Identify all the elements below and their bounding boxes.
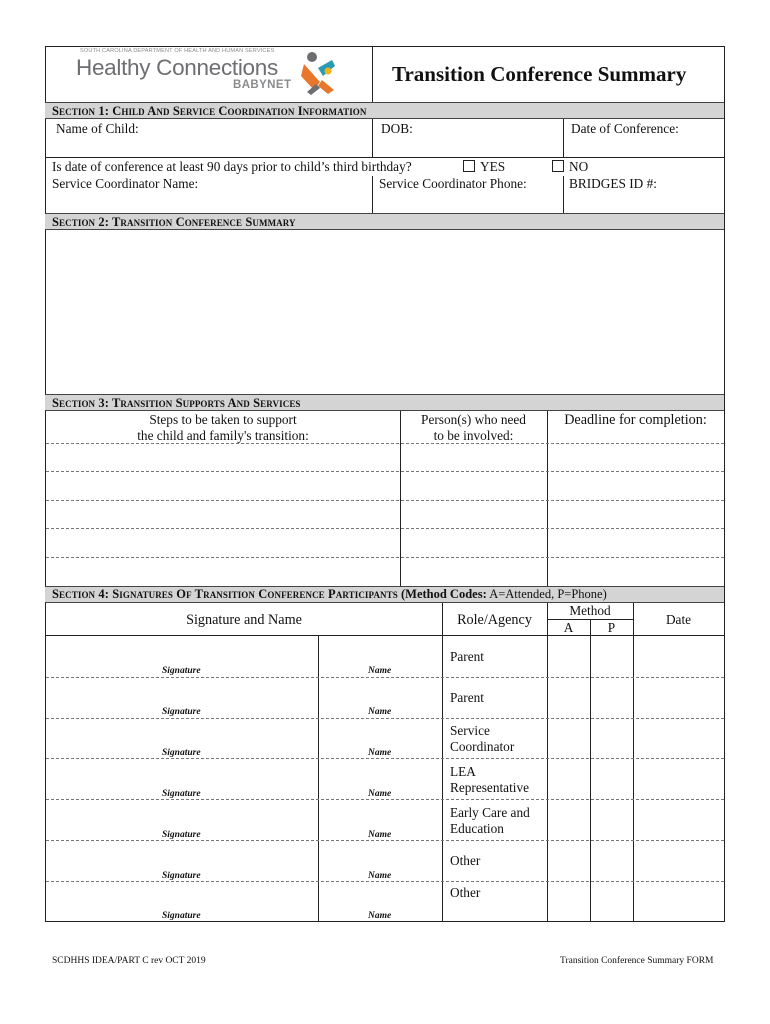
section2-heading: Section 2: Transition Conference Summary (52, 215, 296, 229)
logo-mark-icon (298, 50, 338, 96)
yes-label: YES (480, 159, 506, 174)
section4-codes-values: A=Attended, P=Phone) (489, 587, 607, 601)
section4-heading-main: Section 4: Signatures Of Transition Conference Participants (52, 587, 398, 601)
signature-label: Signature (162, 748, 201, 758)
role-line1: Other (450, 885, 481, 900)
role-label (450, 690, 484, 706)
page-title: Transition Conference Summary (392, 62, 687, 86)
role-line1: Parent (450, 690, 484, 705)
date-header: Date (665, 612, 692, 627)
name-label: Name (368, 748, 392, 758)
role-label (450, 853, 480, 869)
method-a-header: A (563, 620, 574, 635)
signature-label: Signature (162, 666, 201, 676)
method-header: Method (569, 603, 611, 618)
signature-label: Signature (162, 830, 201, 840)
persons-header-line1: Person(s) who need (421, 412, 526, 427)
role-line1: Other (450, 853, 481, 868)
persons-header (400, 412, 547, 444)
support-row[interactable] (46, 529, 724, 557)
signature-label: Signature (162, 789, 201, 799)
role-line2: Representative (450, 780, 530, 795)
role-line1: LEA (450, 764, 476, 779)
name-label: Name (368, 911, 392, 921)
summary-text-area[interactable] (46, 231, 724, 394)
signature-label: Signature (162, 871, 201, 881)
signature-name-header: Signature and Name (186, 612, 302, 628)
role-label (450, 885, 480, 901)
name-label: Name (368, 830, 392, 840)
role-label (450, 764, 529, 796)
name-label: Name (368, 666, 392, 676)
support-row[interactable] (46, 501, 724, 528)
name-label: Name (368, 707, 392, 717)
name-label: Name (368, 871, 392, 881)
steps-header-line1: Steps to be taken to support (149, 412, 297, 427)
ninety-day-question: Is date of conference at least 90 days prior to child’s third birthday? (52, 159, 412, 174)
method-p-header: P (607, 620, 616, 635)
role-label (450, 723, 514, 755)
signature-label: Signature (162, 911, 201, 921)
no-label: NO (569, 159, 589, 174)
footer-left: SCDHHS IDEA/PART C rev OCT 2019 (52, 956, 206, 966)
role-line2: Coordinator (450, 739, 515, 754)
dob-label: DOB: (381, 121, 413, 136)
support-row[interactable] (46, 472, 724, 500)
section4-codes-label: (Method Codes: (400, 587, 487, 601)
role-agency-header: Role/Agency (457, 612, 532, 628)
name-label: Name (368, 789, 392, 799)
bridges-id-label: BRIDGES ID #: (569, 176, 657, 191)
role-label (450, 805, 530, 837)
support-row[interactable] (46, 444, 724, 471)
role-label (450, 649, 484, 665)
conference-date-label: Date of Conference: (571, 121, 679, 136)
yes-checkbox[interactable] (463, 160, 475, 172)
signature-label: Signature (162, 707, 201, 717)
logo-main-text: Healthy Connections (76, 55, 278, 80)
service-coordinator-phone-label: Service Coordinator Phone: (379, 176, 527, 191)
persons-header-line2: to be involved: (433, 428, 514, 443)
section3-heading: Section 3: Transition Supports And Services (52, 396, 301, 410)
logo-sub-text: BABYNET (233, 79, 292, 91)
steps-header (46, 412, 400, 444)
service-coordinator-name-label: Service Coordinator Name: (52, 176, 199, 191)
deadline-header: Deadline for completion: (564, 412, 707, 428)
child-name-label: Name of Child: (56, 121, 139, 136)
logo-dept-text: SOUTH CAROLINA DEPARTMENT OF HEALTH AND HUMAN SERVICES (80, 48, 275, 54)
support-row[interactable] (46, 558, 724, 586)
role-line1: Service (450, 723, 490, 738)
no-checkbox[interactable] (552, 160, 564, 172)
steps-header-line2: the child and family's transition: (137, 428, 309, 443)
footer-right: Transition Conference Summary FORM (560, 956, 714, 966)
section1-heading: Section 1: Child And Service Coordination Information (52, 104, 367, 118)
role-line1: Parent (450, 649, 484, 664)
role-line1: Early Care and (450, 805, 530, 820)
role-line2: Education (450, 821, 504, 836)
section4-heading (52, 587, 607, 602)
